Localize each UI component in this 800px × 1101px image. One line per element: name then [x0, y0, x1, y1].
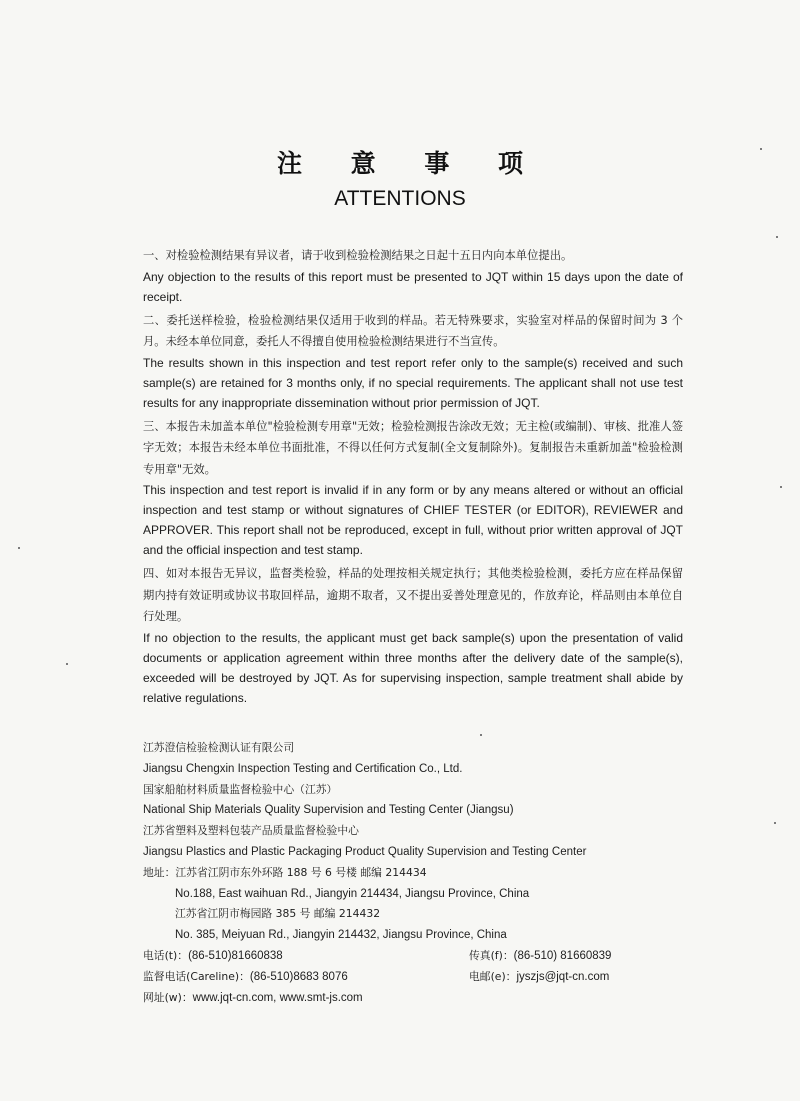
address-2-en: No. 385, Meiyuan Rd., Jiangyin 214432, Jiangsu Province, China: [175, 929, 507, 942]
attention-3-en: This inspection and test report is invalid if in any form or by any means altered or without an official inspection and test stamp or without signatures of CHIEF TESTER (or EDITOR), REVIEWER and APPROVER. This report shall not be reproduced, except in full, without prior written approval of JQT and the official inspection and test stamp.: [143, 483, 683, 557]
email: [469, 967, 609, 988]
attention-1-en: Any objection to the results of this report must be presented to JQT within 15 days upon the date of receipt.: [143, 269, 683, 304]
address-1-en: No.188, East waihuan Rd., Jiangyin 214434, Jiangsu Province, China: [175, 887, 530, 900]
attention-item-2: [143, 310, 683, 413]
telephone: [143, 946, 283, 967]
fax-value: (86-510) 81660839: [513, 949, 612, 962]
email-value: jyszjs@jqt-cn.com: [516, 970, 610, 983]
website: [143, 988, 683, 1009]
scan-speck: [480, 734, 482, 736]
careline: [143, 967, 348, 988]
fax: [469, 946, 611, 967]
careline-label: 监督电话(Careline)：: [143, 969, 250, 983]
scan-speck: [774, 822, 776, 824]
careline-email-row: [143, 967, 683, 988]
scan-speck: [760, 148, 762, 150]
attention-3-cn: 三、本报告未加盖本单位"检验检测专用章"无效；检验检测报告涂改无效；无主检(或编制)、审核、批准人签字无效；本报告未经本单位书面批准，不得以任何方式复制(全文复制除外)。复制报告未重新加盖"检验检测专用章"无效。: [143, 419, 683, 476]
page-title-en: ATTENTIONS: [334, 187, 466, 210]
attentions-body: [143, 245, 683, 711]
attention-item-4: [143, 563, 683, 708]
org-name-1-cn: 江苏澄信检验检测认证有限公司: [143, 741, 295, 754]
org-name-1-en: Jiangsu Chengxin Inspection Testing and Certification Co., Ltd.: [143, 762, 463, 775]
address-label: 地址：: [143, 865, 176, 879]
attention-2-cn: 二、委托送样检验，检验检测结果仅适用于收到的样品。若无特殊要求，实验室对样品的保留时间为 3 个月。未经本单位同意，委托人不得擅自使用检验检测结果进行不当宣传。: [143, 313, 683, 348]
email-label: 电邮(e)：: [469, 969, 517, 983]
org-name-3-en: Jiangsu Plastics and Plastic Packaging Product Quality Supervision and Testing Center: [143, 845, 587, 858]
address-1-cn: 江苏省江阴市东外环路 188 号 6 号楼 邮编 214434: [175, 865, 427, 879]
careline-value: (86-510)8683 8076: [249, 970, 348, 983]
page-title-cn: 注 意 事 项: [276, 149, 544, 178]
telephone-label: 电话(t)：: [143, 948, 189, 962]
address-1-cn-line: [143, 863, 683, 884]
attention-2-en: The results shown in this inspection and test report refer only to the sample(s) received and such sample(s) are retained for 3 months only, if no special requirements. The applicant shall not use test results for any inappropriate dissemination without prior permission of JQT.: [143, 355, 683, 410]
org-name-3-cn: 江苏省塑料及塑料包装产品质量监督检验中心: [143, 824, 359, 838]
website-value: www.jqt-cn.com, www.smt-js.com: [192, 991, 363, 1004]
telephone-value: (86-510)81660838: [188, 949, 283, 962]
attention-item-3: [143, 416, 683, 561]
attention-4-en: If no objection to the results, the applicant must get back sample(s) upon the presentation of valid documents or application agreement within three months after the delivery date of the sample(s), exceeded will be destroyed by JQT. As for supervising inspection, sample treatment shall abide by relative regulations.: [143, 630, 683, 705]
scan-speck: [776, 236, 778, 238]
scan-speck: [18, 547, 20, 549]
scan-speck: [780, 486, 782, 488]
attention-4-cn: 四、如对本报告无异议，监督类检验，样品的处理按相关规定执行；其他类检验检测，委托方应在样品保留期内持有效证明或协议书取回样品，逾期不取者，又不提出妥善处理意见的，作放弃论，样品则由本单位自行处理。: [143, 567, 683, 623]
phone-fax-row: [143, 946, 683, 967]
org-name-2-cn: 国家船舶材料质量监督检验中心（江苏）: [143, 782, 338, 796]
attention-1-cn: 一、对检验检测结果有异议者，请于收到检验检测结果之日起十五日内向本单位提出。: [143, 249, 573, 262]
attention-item-1: [143, 245, 683, 307]
org-name-2-en: National Ship Materials Quality Supervision and Testing Center (Jiangsu): [143, 804, 514, 817]
address-2-cn: 江苏省江阴市梅园路 385 号 邮编 214432: [175, 907, 381, 921]
scan-speck: [66, 663, 68, 665]
website-label: 网址(w)：: [143, 990, 193, 1004]
contact-block: [143, 738, 683, 1008]
fax-label: 传真(f)：: [469, 948, 514, 962]
